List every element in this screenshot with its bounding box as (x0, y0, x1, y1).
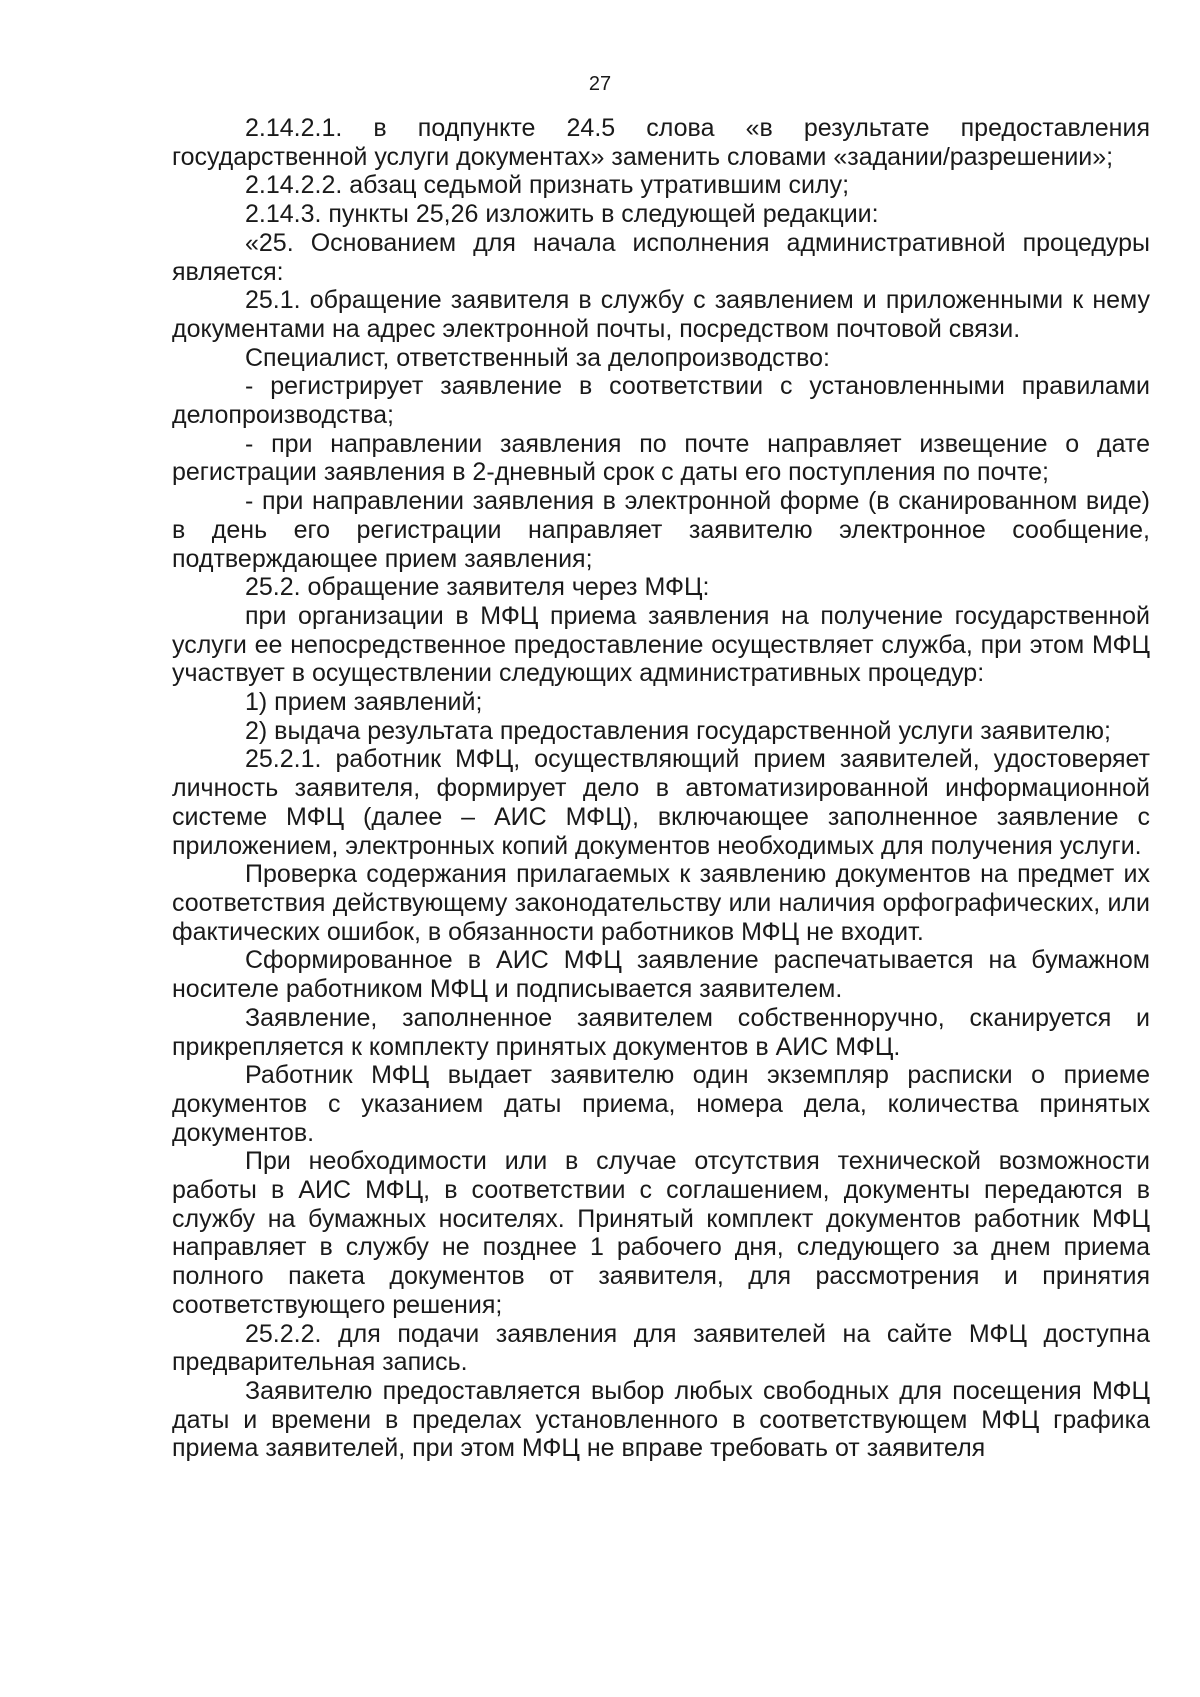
paragraph-25-1: 25.1. обращение заявителя в службу с заявлением и приложенными к нему документами на адрес электронной почты, посредством почтовой связи. (172, 286, 1150, 343)
paragraph-25-2: 25.2. обращение заявителя через МФЦ: (245, 573, 710, 602)
paragraph-document-check: Проверка содержания прилагаемых к заявлению документов на предмет их соответствия действующему законодательству или наличия орфографических, или фактических ошибок, в обязанности работников МФЦ не входит. (172, 860, 1150, 946)
paragraph-mfc-organization: при организации в МФЦ приема заявления на получение государственной услуги ее непосредственное предоставление осуществляет служба, при этом МФЦ участвует в осуществлении следующих административных процедур: (172, 601, 1150, 688)
document-body (172, 114, 1150, 1463)
paragraph-receipt: Работник МФЦ выдает заявителю один экземпляр расписки о приеме документов с указанием даты приема, номера дела, количества принятых документов. (172, 1061, 1150, 1147)
paragraph-printed-application: Сформированное в АИС МФЦ заявление распечатывается на бумажном носителе работником МФЦ и подписывается заявителем. (172, 946, 1150, 1004)
list-item-registers: - регистрирует заявление в соответствии с установленными правилами делопроизводства; (172, 372, 1150, 430)
list-item-1: 1) прием заявлений; (245, 688, 483, 717)
paragraph-2-14-3: 2.14.3. пункты 25,26 изложить в следующей редакции: (245, 200, 879, 229)
paragraph-2-14-2-2: 2.14.2.2. абзац седьмой признать утратившим силу; (245, 171, 850, 200)
paragraph-handwritten-application: Заявление, заполненное заявителем собственноручно, сканируется и прикрепляется к комплекту принятых документов в АИС МФЦ. (172, 1003, 1150, 1061)
paragraph-25: «25. Основанием для начала исполнения административной процедуры является: (172, 228, 1150, 286)
paragraph-2-14-2-1: 2.14.2.1. в подпункте 24.5 слова «в результате предоставления государственной услуги документах» заменить словами «задании/разрешении»; (172, 114, 1150, 171)
page-number: 27 (588, 73, 612, 95)
list-item-electronic-notice: - при направлении заявления в электронной форме (в сканированном виде) в день его регистрации направляет заявителю электронное сообщение, подтверждающее прием заявления; (172, 487, 1150, 573)
list-item-mail-notice: - при направлении заявления по почте направляет извещение о дате регистрации заявления в 2-дневный срок с даты его поступления по почте; (172, 429, 1150, 487)
paragraph-paper-transfer: При необходимости или в случае отсутствия технической возможности работы в АИС МФЦ, в соответствии с соглашением, документы передаются в службу на бумажных носителях. Принятый комплект документов работник МФЦ направляет в службу не позднее 1 рабочего дня, следующего за днем приема полного пакета документов от заявителя, для рассмотрения и принятия соответствующего решения; (172, 1147, 1150, 1319)
paragraph-25-2-1: 25.2.1. работник МФЦ, осуществляющий прием заявителей, удостоверяет личность заявителя, формирует дело в автоматизированной информационной системе МФЦ (далее – АИС МФЦ), включающее заполненное заявление с приложением, электронных копий документов необходимых для получения услуги. (172, 745, 1150, 860)
paragraph-appointment-choice: Заявителю предоставляется выбор любых свободных для посещения МФЦ даты и времени в пределах установленного в соответствующем МФЦ графика приема заявителей, при этом МФЦ не вправе требовать от заявителя (172, 1376, 1150, 1463)
list-item-2: 2) выдача результата предоставления государственной услуги заявителю; (245, 716, 1111, 745)
paragraph-25-2-2: 25.2.2. для подачи заявления для заявителей на сайте МФЦ доступна предварительная запись. (172, 1319, 1150, 1377)
paragraph-specialist: Специалист, ответственный за делопроизводство: (245, 343, 830, 372)
